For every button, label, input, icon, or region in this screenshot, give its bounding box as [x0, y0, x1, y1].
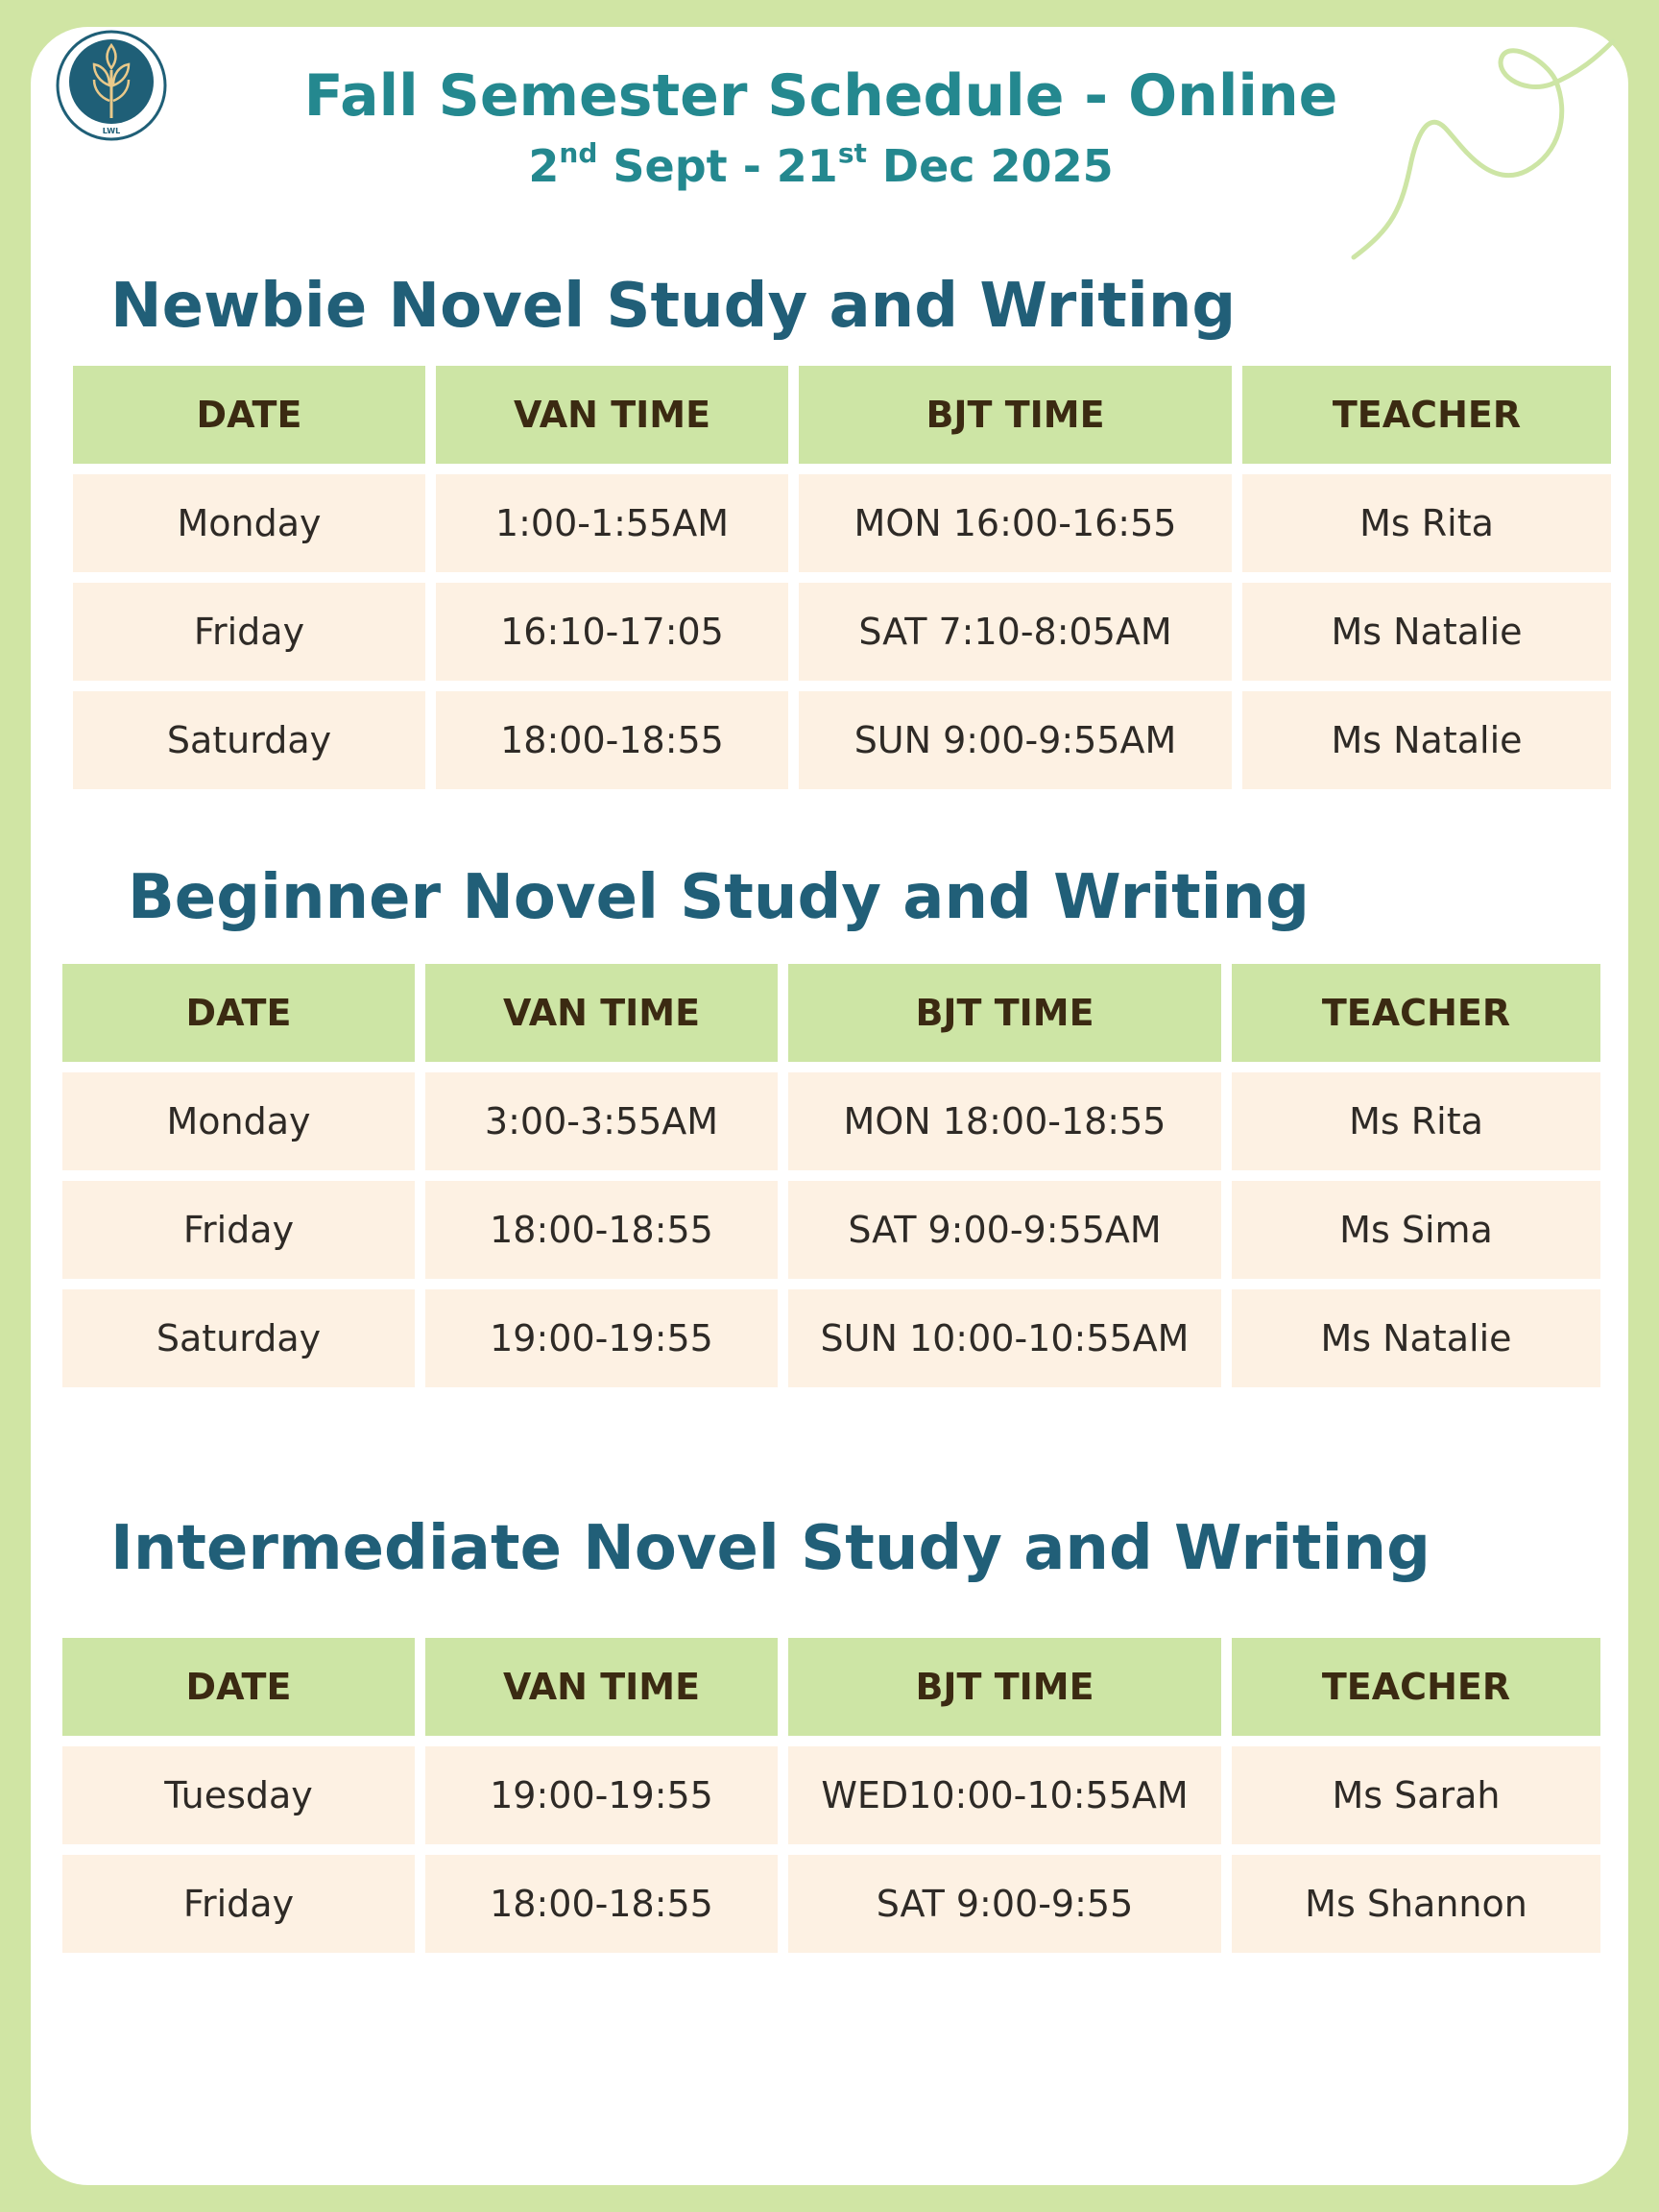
column-header-bjt-time: BJT TIME [788, 1638, 1221, 1736]
section-heading-beginner: Beginner Novel Study and Writing [128, 862, 1310, 933]
cell-teacher: Ms Sarah [1232, 1746, 1600, 1844]
column-header-date: DATE [62, 1638, 415, 1736]
cell-teacher: Ms Sima [1232, 1181, 1600, 1279]
section-heading-intermediate: Intermediate Novel Study and Writing [110, 1513, 1431, 1584]
end-suffix: st [837, 137, 867, 169]
cell-teacher: Ms Natalie [1242, 691, 1611, 789]
cell-bjt-time: SUN 10:00-10:55AM [788, 1289, 1221, 1387]
end-day: 21 [776, 140, 838, 192]
column-header-van-time: VAN TIME [425, 1638, 778, 1736]
column-header-bjt-time: BJT TIME [788, 964, 1221, 1062]
cell-bjt-time: SAT 7:10-8:05AM [799, 583, 1232, 681]
column-header-teacher: TEACHER [1232, 964, 1600, 1062]
cell-teacher: Ms Natalie [1232, 1289, 1600, 1387]
table-header-row [73, 366, 1611, 464]
logo-text: LWL [102, 127, 121, 135]
cell-bjt-time: SAT 9:00-9:55 [788, 1855, 1221, 1953]
table-row [73, 474, 1611, 572]
table-row [62, 1289, 1600, 1387]
cell-teacher: Ms Shannon [1232, 1855, 1600, 1953]
cell-date: Tuesday [62, 1746, 415, 1844]
schedule-table-newbie [62, 355, 1622, 800]
cell-van-time: 19:00-19:55 [425, 1289, 778, 1387]
cell-van-time: 18:00-18:55 [436, 691, 788, 789]
cell-van-time: 3:00-3:55AM [425, 1072, 778, 1170]
column-header-bjt-time: BJT TIME [799, 366, 1232, 464]
cell-date: Friday [62, 1855, 415, 1953]
schedule-table-intermediate [52, 1627, 1611, 1963]
schedule-table-beginner [52, 953, 1611, 1398]
cell-date: Saturday [62, 1289, 415, 1387]
cell-bjt-time: SUN 9:00-9:55AM [799, 691, 1232, 789]
start-month: Sept [613, 140, 728, 192]
column-header-teacher: TEACHER [1242, 366, 1611, 464]
cell-date: Monday [73, 474, 425, 572]
table-header-row [62, 1638, 1600, 1736]
cell-teacher: Ms Rita [1242, 474, 1611, 572]
cell-van-time: 18:00-18:55 [425, 1181, 778, 1279]
cell-bjt-time: WED10:00-10:55AM [788, 1746, 1221, 1844]
cell-van-time: 19:00-19:55 [425, 1746, 778, 1844]
column-header-van-time: VAN TIME [436, 366, 788, 464]
table-row [62, 1072, 1600, 1170]
date-separator: - [742, 140, 761, 192]
table-row [73, 691, 1611, 789]
table-row [62, 1181, 1600, 1279]
section-heading-newbie: Newbie Novel Study and Writing [110, 271, 1237, 342]
start-day: 2 [528, 140, 560, 192]
start-suffix: nd [559, 137, 598, 169]
column-header-van-time: VAN TIME [425, 964, 778, 1062]
column-header-date: DATE [73, 366, 425, 464]
cell-teacher: Ms Natalie [1242, 583, 1611, 681]
cell-van-time: 1:00-1:55AM [436, 474, 788, 572]
date-range [0, 137, 1642, 192]
cell-bjt-time: MON 18:00-18:55 [788, 1072, 1221, 1170]
cell-bjt-time: MON 16:00-16:55 [799, 474, 1232, 572]
table-row [62, 1855, 1600, 1953]
column-header-date: DATE [62, 964, 415, 1062]
cell-date: Friday [73, 583, 425, 681]
table-header-row [62, 964, 1600, 1062]
cell-van-time: 18:00-18:55 [425, 1855, 778, 1953]
cell-bjt-time: SAT 9:00-9:55AM [788, 1181, 1221, 1279]
cell-date: Friday [62, 1181, 415, 1279]
table-row [62, 1746, 1600, 1844]
cell-teacher: Ms Rita [1232, 1072, 1600, 1170]
page-title: Fall Semester Schedule - Online [303, 62, 1338, 130]
column-header-teacher: TEACHER [1232, 1638, 1600, 1736]
cell-date: Saturday [73, 691, 425, 789]
cell-van-time: 16:10-17:05 [436, 583, 788, 681]
table-row [73, 583, 1611, 681]
cell-date: Monday [62, 1072, 415, 1170]
end-month-year: Dec 2025 [881, 140, 1114, 192]
